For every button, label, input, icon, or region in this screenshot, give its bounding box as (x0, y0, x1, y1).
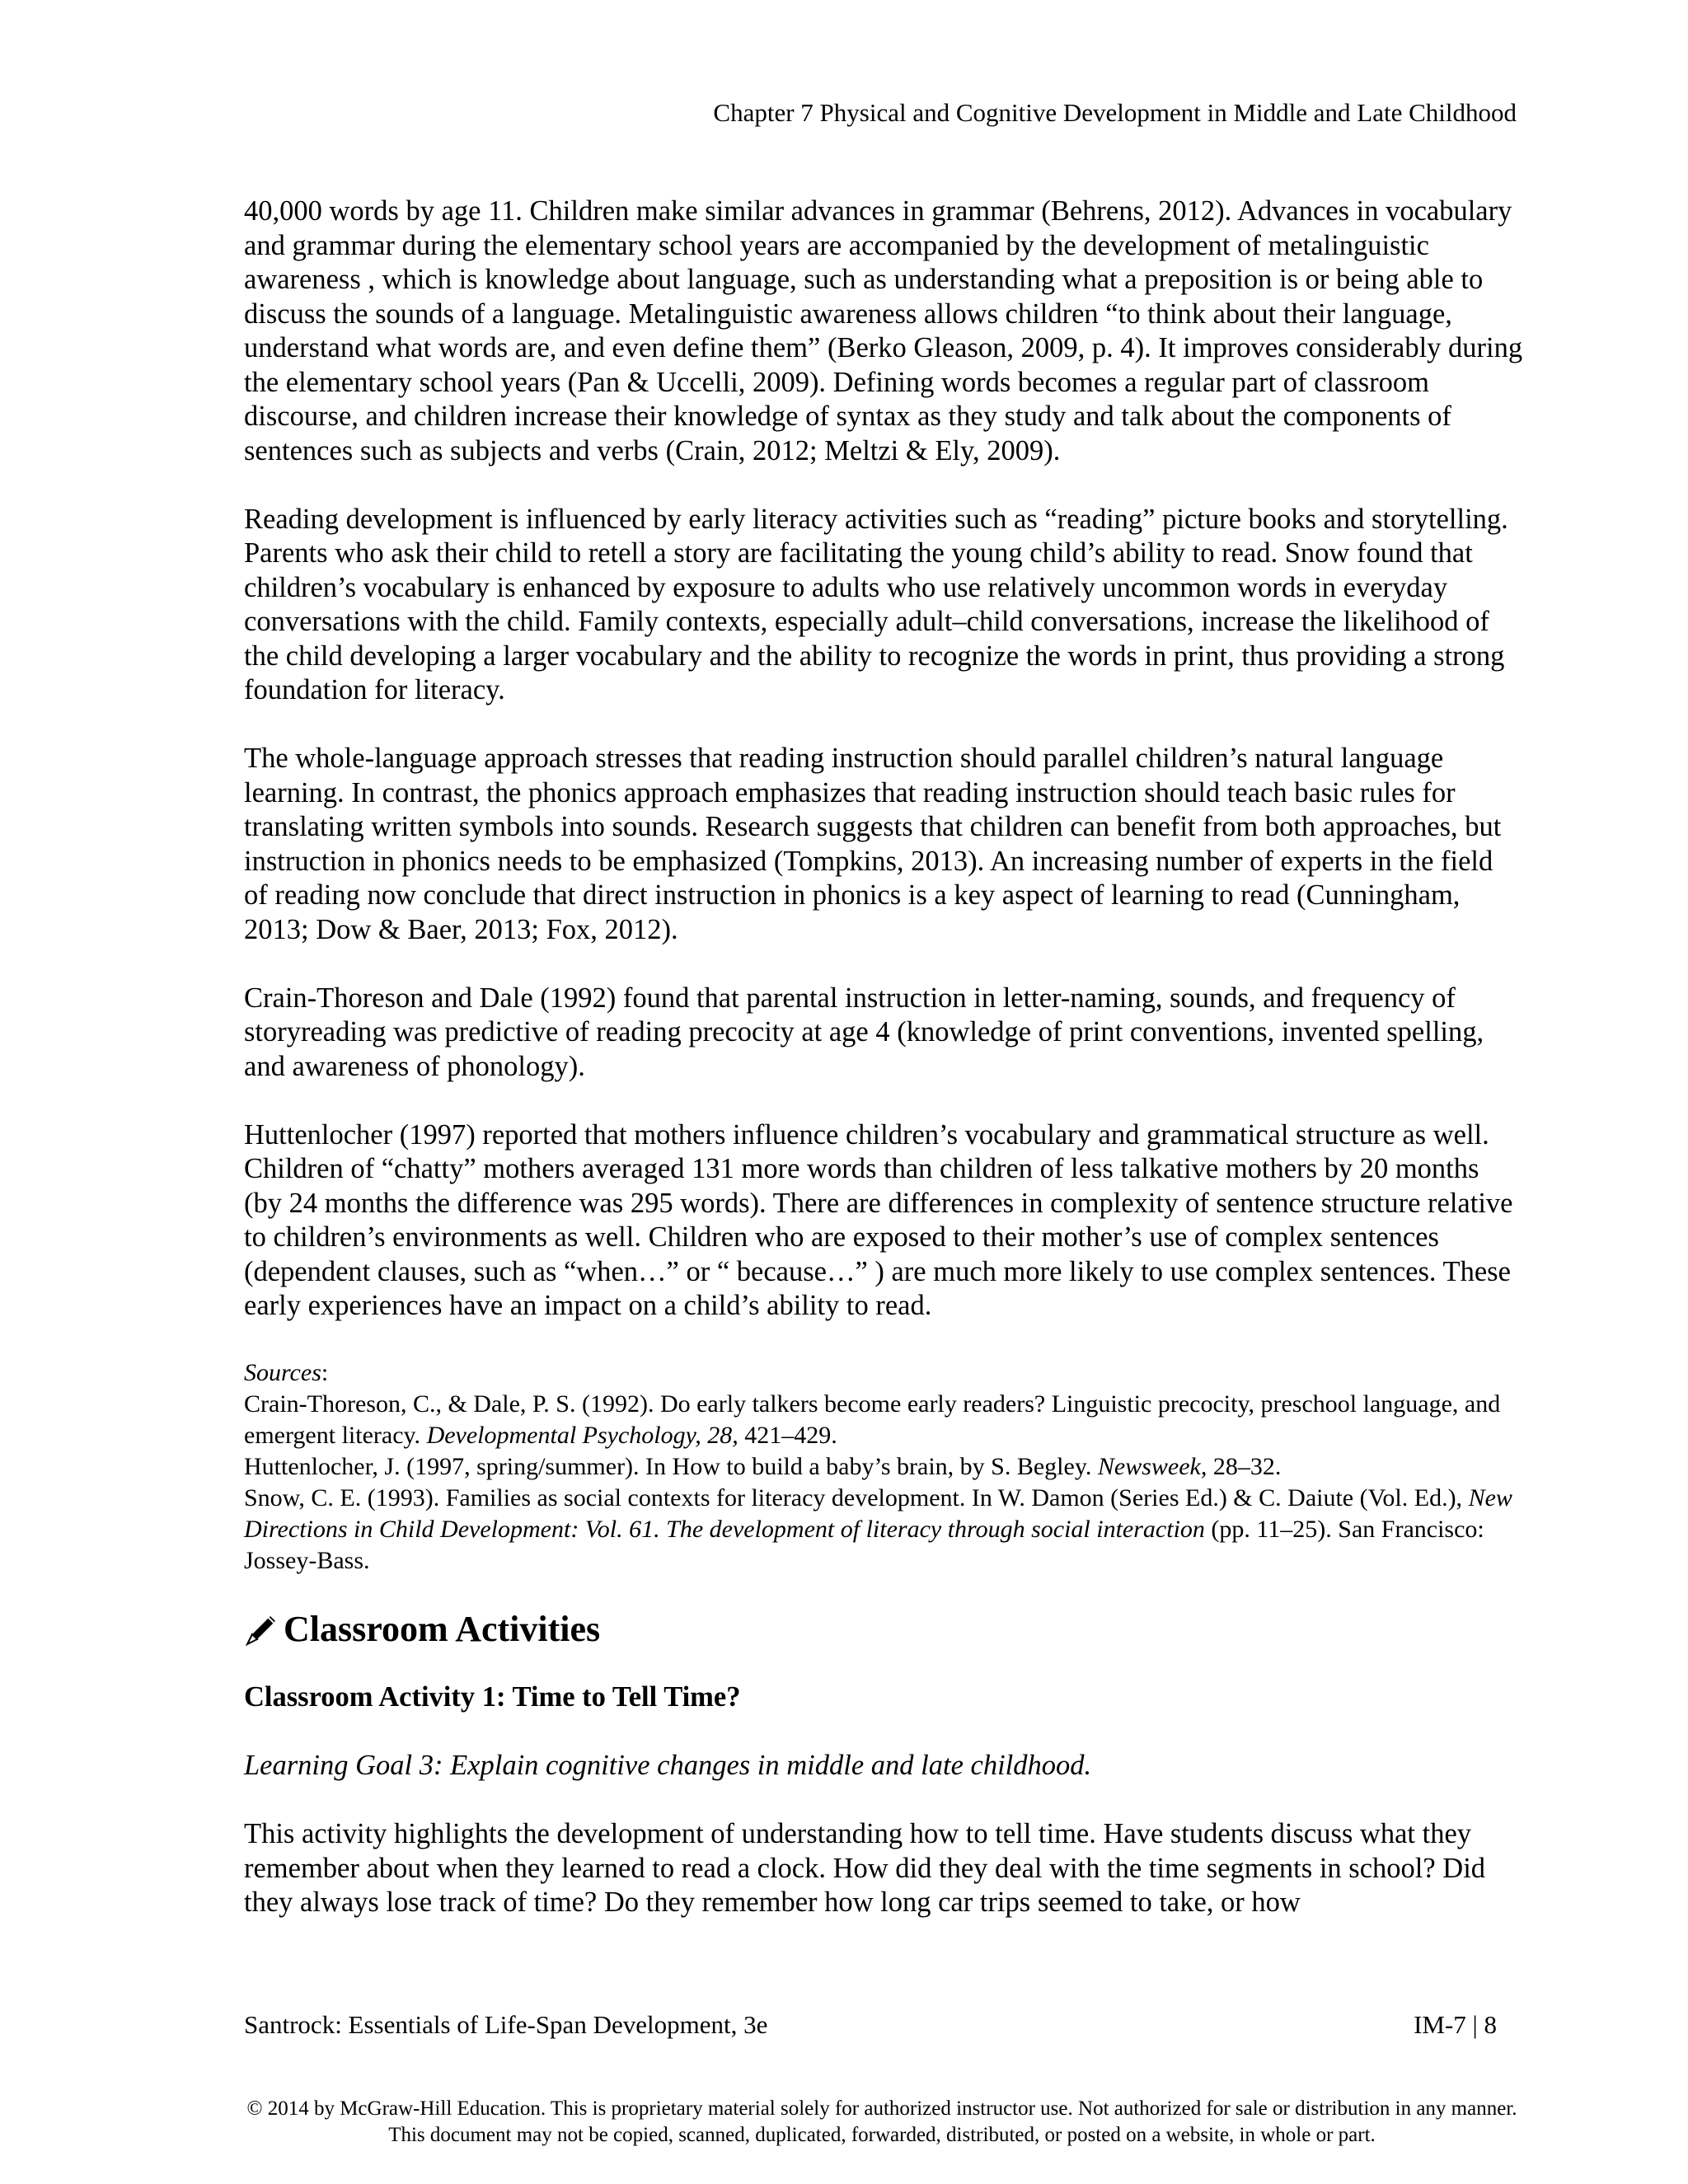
body-paragraph: Crain-Thoreson and Dale (1992) found that parental instruction in letter-naming, sounds, and frequency of storyreading was predictive of reading precocity at age 4 (knowledge of print conventions, invented spelling, and awareness of phonology). (244, 982, 1484, 1082)
activity-text: This activity highlights the development of understanding how to tell time. Have students discuss what they remember about when they learned to read a clock. How did they deal with the time segments in school? Did they always lose track of time? Do they remember how long car trips seemed to take, or how (244, 1818, 1486, 1918)
reference-text: Huttenlocher, J. (1997, spring/summer). In How to build a baby’s brain, by S. Begley. (244, 1453, 1098, 1480)
page-number: IM-7 | 8 (1414, 2010, 1497, 2039)
body-paragraph: Huttenlocher (1997) reported that mothers influence children’s vocabulary and grammatical structure as well. Children of “chatty” mothers averaged 131 more words than children of less talkative mothers by 20 months (by 24 months the difference was 295 words). There are differences in complexity of sentence structure relative to children’s environments as well. Children who are exposed to their mother’s use of complex sentences (dependent clauses, such as “when…” or “ because…” ) are much more likely to use complex sentences. These early experiences have an impact on a child’s ability to read. (244, 1118, 1513, 1321)
body-paragraph: 40,000 words by age 11. Children make similar advances in grammar (Behrens, 2012). Advances in vocabulary and grammar during the elementary school years are accompanied by the development of metalinguistic awareness , which is knowledge about language, such as understanding what a preposition is or being able to discuss the sounds of a language. Metalinguistic awareness allows children “to think about their language, understand what words are, and even define them” (Berko Gleason, 2009, p. 4). It improves considerably during the elementary school years (Pan & Uccelli, 2009). Defining words becomes a regular part of classroom discourse, and children increase their knowledge of syntax as they study and talk about the components of sentences such as subjects and verbs (Crain, 2012; Meltzi & Ely, 2009). (244, 195, 1523, 466)
source-reference (244, 1389, 1523, 1451)
sources-label: Sources (244, 1359, 321, 1386)
source-reference (244, 1483, 1523, 1577)
learning-goal: Learning Goal 3: Explain cognitive changes in middle and late childhood. (244, 1750, 1092, 1781)
reference-pages: (pp. 11–25). San Francisco: Jossey-Bass. (244, 1516, 1484, 1574)
page-footer (244, 2008, 1497, 2041)
chapter-header: Chapter 7 Physical and Cognitive Development in Middle and Late Childhood (713, 98, 1517, 127)
section-heading (244, 1606, 1523, 1652)
sources-label-line (244, 1357, 1523, 1389)
reference-text: Crain-Thoreson, C., & Dale, P. S. (1992). Do early talkers become early readers? Linguistic precocity, preschool language, and emergent literacy. (244, 1390, 1501, 1449)
source-reference (244, 1451, 1523, 1483)
body-paragraph: The whole-language approach stresses that reading instruction should parallel children’s natural language learning. In contrast, the phonics approach emphasizes that reading instruction should teach basic rules for translating written symbols into sounds. Research suggests that children can benefit from both approaches, but instruction in phonics needs to be emphasized (Tompkins, 2013). An increasing number of experts in the field of reading now conclude that direct instruction in phonics is a key aspect of learning to read (Cunningham, 2013; Dow & Baer, 2013; Fox, 2012). (244, 743, 1502, 945)
sources-colon: : (321, 1359, 329, 1386)
sources-section (244, 1357, 1523, 1577)
reference-journal: Newsweek, (1097, 1453, 1207, 1480)
main-content (244, 194, 1523, 1954)
reference-pages: 28–32. (1207, 1453, 1282, 1480)
reference-journal: Developmental Psychology, 28, (426, 1422, 738, 1449)
book-title: Santrock: Essentials of Life-Span Development, 3e (244, 2010, 768, 2039)
body-paragraph: Reading development is influenced by early literacy activities such as “reading” picture books and storytelling. Parents who ask their child to retell a story are facilitating the young child’s ability to read. Snow found that children’s vocabulary is enhanced by exposure to adults who use relatively uncommon words in everyday conversations with the child. Family contexts, especially adult–child conversations, increase the likelihood of the child developing a larger vocabulary and the ability to recognize the words in print, thus providing a strong foundation for literacy. (244, 503, 1508, 705)
reference-pages: 421–429. (738, 1422, 837, 1449)
reference-text: Snow, C. E. (1993). Families as social contexts for literacy development. In W. Damon (Series Ed.) & C. Daiute (Vol. Ed.), (244, 1484, 1469, 1511)
section-title: Classroom Activities (284, 1609, 601, 1649)
pencil-icon (244, 1611, 280, 1647)
copyright-notice: © 2014 by McGraw-Hill Education. This is proprietary material solely for authorized instructor use. Not authorized for sale or distribution in any manner. This document may not be copied, scanned, duplicated, forwarded, distributed, or posted on a website, in whole or part. (246, 2097, 1517, 2146)
activity-title: Classroom Activity 1: Time to Tell Time? (244, 1681, 741, 1713)
reference-journal: New Directions in Child Development: Vol. 61. The development of literacy through social interaction (244, 1484, 1512, 1543)
